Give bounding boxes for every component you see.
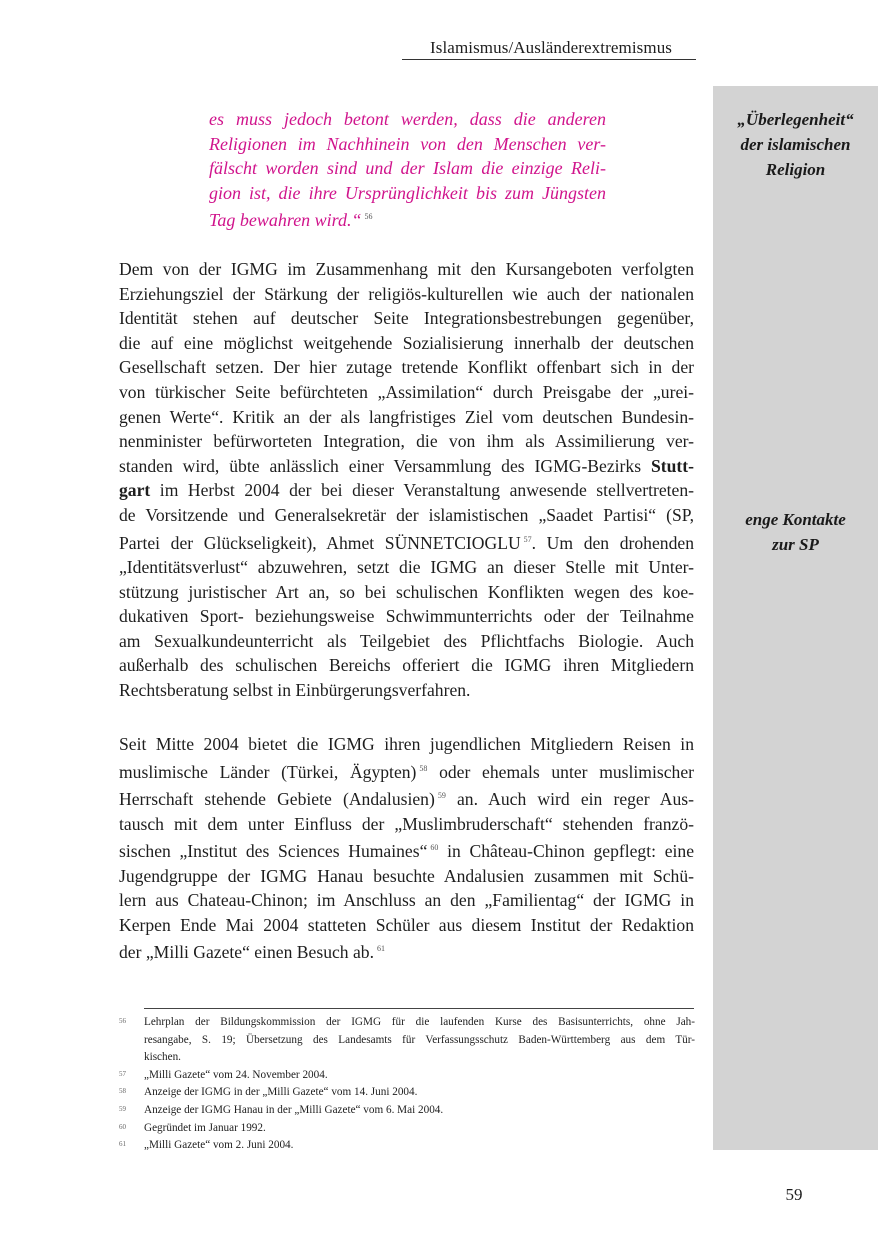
footnote-ref: 58 xyxy=(419,763,428,773)
footnote-text xyxy=(144,1137,695,1155)
body-line xyxy=(119,757,694,784)
margin-note-line: enge Kontakte xyxy=(745,510,846,529)
quote-line xyxy=(209,205,606,233)
body-line: am Sexualkundeunterricht als Teilgebiet des Pflichtfachs Biologie. Auch xyxy=(119,630,694,651)
body-text: der „Milli Gazete“ einen Besuch ab. xyxy=(119,942,374,963)
body-line: Gesellschaft setzen. Der hier zutage tretende Konflikt offenbart sich in der xyxy=(119,357,694,378)
footnotes xyxy=(119,1014,695,1155)
footnote-number: 61 xyxy=(119,1140,126,1149)
margin-note-line: Religion xyxy=(765,160,826,179)
header-rule xyxy=(402,59,696,60)
body-line: Jugendgruppe der IGMG Hanau besuchte Andalusien zusammen mit Schü- xyxy=(119,865,694,886)
footnote-ref: 57 xyxy=(523,534,532,544)
footnote-text xyxy=(144,1067,695,1085)
footnote-line: Anzeige der IGMG Hanau in der „Milli Gazete“ vom 6. Mai 2004. xyxy=(144,1103,444,1116)
body-text: muslimische Länder (Türkei, Ägypten) xyxy=(119,761,417,782)
running-header: Islamismus/Ausländerextremismus xyxy=(430,38,673,57)
margin-note-sp-contacts xyxy=(713,507,878,557)
body-text: im Herbst 2004 der bei dieser Veranstaltung anwesende stellvertreten- xyxy=(150,480,694,501)
footnote xyxy=(119,1014,695,1067)
body-line: Kerpen Ende Mai 2004 statteten Schüler aus diesem Institut der Redaktion xyxy=(119,914,694,935)
block-quote xyxy=(209,107,606,233)
footnote-number: 59 xyxy=(119,1104,126,1113)
body-line: lern aus Chateau-Chinon; im Anschluss an den „Familientag“ der IGMG in xyxy=(119,890,694,911)
quote-line: es muss jedoch betont werden, dass die anderen xyxy=(209,109,606,129)
footnote-ref: 56 xyxy=(364,212,373,221)
body-line: stützung juristischer Art an, so bei schulischen Konflikten wegen des koe- xyxy=(119,581,694,602)
footnote-line: Lehrplan der Bildungskommission der IGMG für die laufenden Kurse des Basisunterrichts, ohne Jah- xyxy=(144,1016,695,1028)
footnote-line: Anzeige der IGMG in der „Milli Gazete“ vom 14. Juni 2004. xyxy=(144,1086,418,1099)
body-text: . Um den drohenden xyxy=(531,532,694,553)
body-line: Identität stehen auf deutscher Seite Integrationsbestrebungen gegenüber, xyxy=(119,308,694,329)
body-line: de Vorsitzende und Generalsekretär der islamistischen „Saadet Partisi“ (SP, xyxy=(119,504,694,525)
margin-note-line: zur SP xyxy=(772,535,819,554)
footnote-number: 58 xyxy=(119,1087,126,1096)
footnote xyxy=(119,1102,695,1120)
quote-line-text: Tag bewahren wird.“ xyxy=(209,210,362,230)
body-text: in Château-Chinon gepflegt: eine xyxy=(438,840,694,861)
footnote-ref: 61 xyxy=(377,944,385,954)
body-line xyxy=(119,528,694,555)
footnote-line: „Milli Gazete“ vom 24. November 2004. xyxy=(144,1068,328,1081)
bold-place-name: Stutt- xyxy=(650,455,694,476)
footnote xyxy=(119,1120,695,1138)
quote-line: gion ist, die ihre Ursprünglichkeit bis zum Jüngsten xyxy=(209,182,606,203)
margin-note-superiority xyxy=(713,107,878,182)
body-text: an. Auch wird ein reger Aus- xyxy=(445,788,694,809)
body-line: dukativen Sport- beziehungsweise Schwimmunterrichts oder der Teilnahme xyxy=(119,606,694,627)
quote-line: Religionen im Nachhinein von den Menschen ver- xyxy=(209,133,606,154)
margin-note-line: „Überlegenheit“ xyxy=(737,110,854,129)
body-text: standen wird, übte anlässlich einer Versammlung des IGMG-Bezirks xyxy=(119,455,642,476)
footnote-number: 56 xyxy=(119,1017,126,1025)
body-line xyxy=(119,454,694,479)
quote-line: fälscht worden sind und der Islam die einzige Reli- xyxy=(209,158,606,178)
body-text: Partei der Glückseligkeit), Ahmet SÜNNETCIOGLU xyxy=(119,532,521,553)
paragraph-1 xyxy=(119,257,694,703)
body-text: oder ehemals unter muslimischer xyxy=(427,761,694,782)
body-line xyxy=(119,937,694,964)
footnote-line: Gegründet im Januar 1992. xyxy=(144,1121,266,1134)
body-text: sischen „Institut des Sciences Humaines“ xyxy=(119,840,428,861)
body-line: tausch mit dem unter Einfluss der „Muslimbruderschaft“ stehenden franzö- xyxy=(119,813,694,834)
bold-place-name: gart xyxy=(119,480,151,501)
footnote-text xyxy=(144,1120,695,1138)
footnote-rule xyxy=(144,1008,694,1009)
body-line xyxy=(119,784,694,811)
footnote xyxy=(119,1137,695,1155)
footnote xyxy=(119,1084,695,1102)
body-line xyxy=(119,836,694,863)
body-line: die auf eine möglichst weitgehende Sozialisierung innerhalb der deutschen xyxy=(119,332,694,353)
footnote-text xyxy=(144,1102,695,1120)
body-text: Herrschaft stehende Gebiete (Andalusien) xyxy=(119,788,435,809)
footnote-number: 60 xyxy=(119,1122,126,1131)
footnote-number: 57 xyxy=(119,1069,126,1078)
body-line: Seit Mitte 2004 bietet die IGMG ihren jugendlichen Mitgliedern Reisen in xyxy=(119,734,694,754)
body-line: Rechtsberatung selbst in Einbürgerungsverfahren. xyxy=(119,679,471,700)
body-line: Dem von der IGMG im Zusammenhang mit den Kursangeboten verfolgten xyxy=(119,259,694,279)
body-line: außerhalb des schulischen Bereichs offeriert die IGMG ihren Mitgliedern xyxy=(119,655,694,676)
footnote xyxy=(119,1067,695,1085)
footnote-text xyxy=(144,1014,695,1067)
footnote-line: „Milli Gazete“ vom 2. Juni 2004. xyxy=(144,1139,294,1152)
body-line: genen Werte“. Kritik an der als langfristiges Ziel vom deutschen Bundesin- xyxy=(119,406,694,427)
body-line xyxy=(119,478,694,503)
page-number: 59 xyxy=(785,1185,803,1204)
footnote-text xyxy=(144,1084,695,1102)
margin-sidebar xyxy=(713,86,878,1150)
body-line: „Identitätsverlust“ abzuwehren, setzt die IGMG an dieser Stelle mit Unter- xyxy=(119,556,694,577)
margin-note-line: der islamischen xyxy=(740,135,851,154)
footnote-line: resangabe, S. 19; Übersetzung des Landesamts für Verfassungsschutz Baden-Württemberg aus dem Tür- xyxy=(144,1033,695,1046)
footnote-ref: 59 xyxy=(437,791,446,801)
footnote-ref: 60 xyxy=(430,843,439,853)
body-line: Erziehungsziel der Stärkung der religiös-kulturellen wie auch der nationalen xyxy=(119,283,694,304)
footnote-line: kischen. xyxy=(144,1051,181,1064)
body-line: von türkischer Seite befürchteten „Assimilation“ durch Preisgabe der „urei- xyxy=(119,381,694,402)
paragraph-2 xyxy=(119,732,694,965)
body-line: nenminister befürworteten Integration, die von ihm als Assimilierung ver- xyxy=(119,431,694,452)
